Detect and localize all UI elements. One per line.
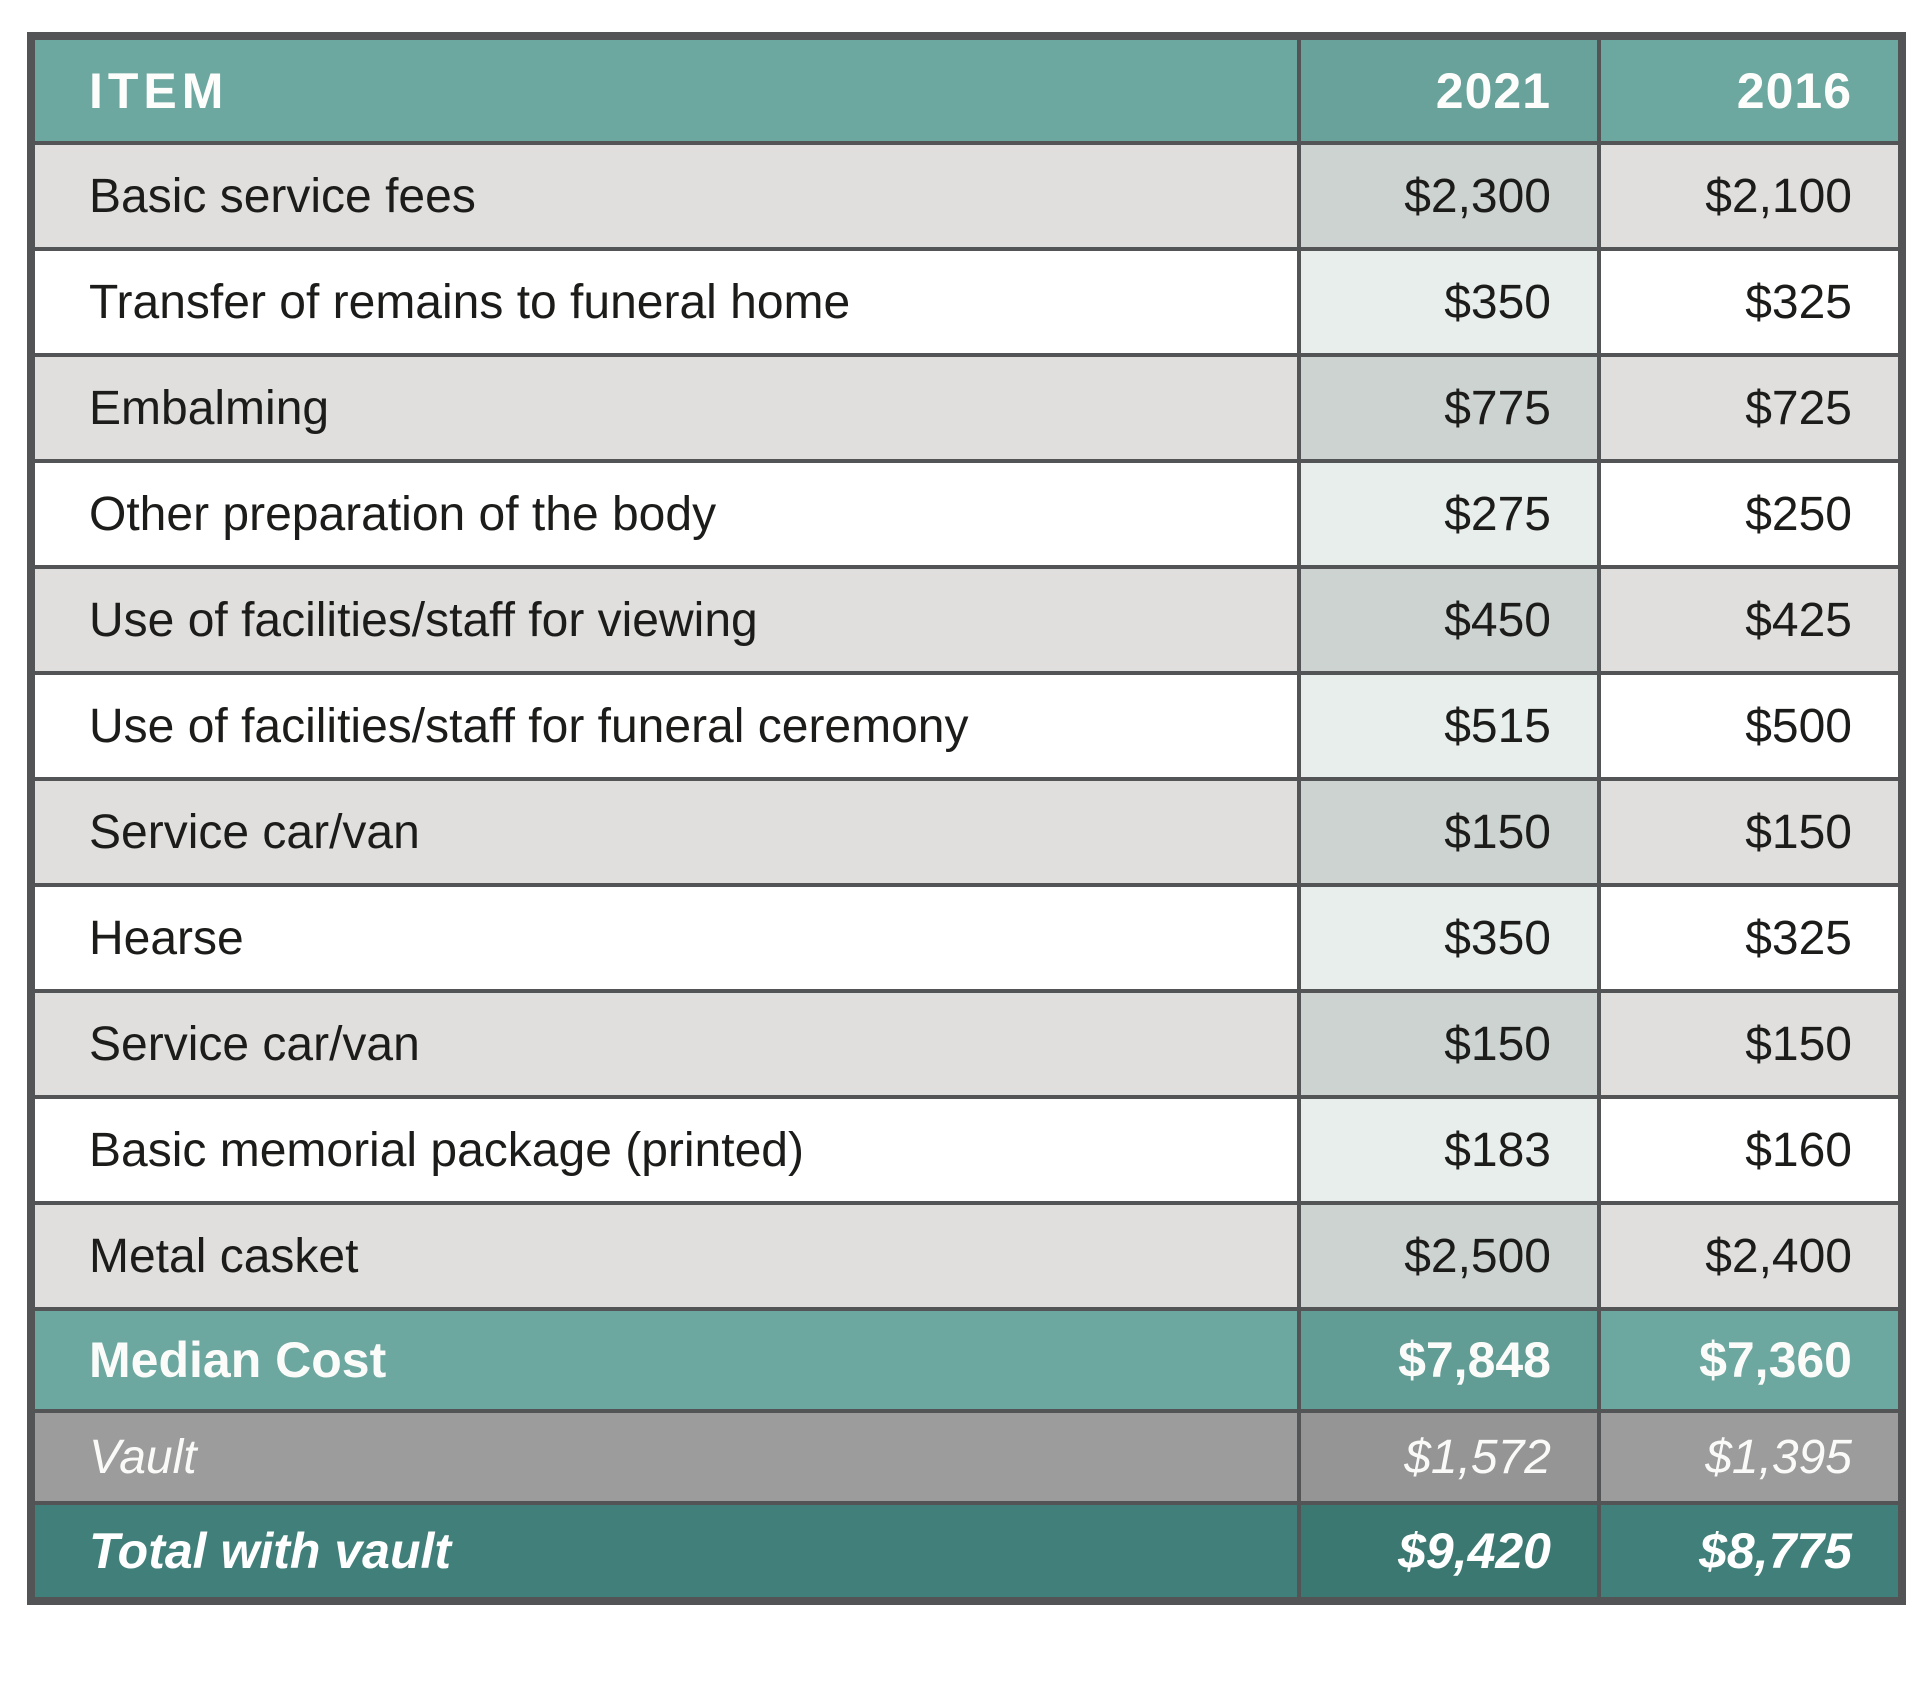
value-2021-cell: $775 bbox=[1299, 355, 1599, 461]
table-row bbox=[31, 143, 1902, 249]
value-2016-cell: $250 bbox=[1599, 461, 1902, 567]
item-cell: Embalming bbox=[31, 355, 1299, 461]
median-value-2016: $7,360 bbox=[1599, 1309, 1902, 1411]
median-cost-row bbox=[31, 1309, 1902, 1411]
item-cell: Service car/van bbox=[31, 779, 1299, 885]
median-value-2021: $7,848 bbox=[1299, 1309, 1599, 1411]
value-2021-cell: $150 bbox=[1299, 779, 1599, 885]
table-row bbox=[31, 885, 1902, 991]
value-2021-cell: $2,300 bbox=[1299, 143, 1599, 249]
table-row bbox=[31, 461, 1902, 567]
vault-value-2016: $1,395 bbox=[1599, 1411, 1902, 1503]
value-2016-cell: $2,100 bbox=[1599, 143, 1902, 249]
item-cell: Hearse bbox=[31, 885, 1299, 991]
item-cell: Transfer of remains to funeral home bbox=[31, 249, 1299, 355]
value-2021-cell: $515 bbox=[1299, 673, 1599, 779]
header-row bbox=[31, 36, 1902, 143]
value-2021-cell: $2,500 bbox=[1299, 1203, 1599, 1309]
value-2016-cell: $725 bbox=[1599, 355, 1902, 461]
total-value-2021: $9,420 bbox=[1299, 1503, 1599, 1601]
value-2016-cell: $325 bbox=[1599, 249, 1902, 355]
value-2021-cell: $150 bbox=[1299, 991, 1599, 1097]
total-value-2016: $8,775 bbox=[1599, 1503, 1902, 1601]
value-2021-cell: $183 bbox=[1299, 1097, 1599, 1203]
item-cell: Service car/van bbox=[31, 991, 1299, 1097]
item-cell: Use of facilities/staff for funeral ceremony bbox=[31, 673, 1299, 779]
vault-value-2021: $1,572 bbox=[1299, 1411, 1599, 1503]
table-row bbox=[31, 567, 1902, 673]
value-2021-cell: $350 bbox=[1299, 249, 1599, 355]
item-cell: Metal casket bbox=[31, 1203, 1299, 1309]
table-row bbox=[31, 673, 1902, 779]
header-year-2021: 2021 bbox=[1299, 36, 1599, 143]
value-2021-cell: $275 bbox=[1299, 461, 1599, 567]
table-row bbox=[31, 355, 1902, 461]
vault-row bbox=[31, 1411, 1902, 1503]
total-with-vault-row bbox=[31, 1503, 1902, 1601]
header-item: ITEM bbox=[31, 36, 1299, 143]
table-row bbox=[31, 249, 1902, 355]
table-row bbox=[31, 991, 1902, 1097]
value-2021-cell: $350 bbox=[1299, 885, 1599, 991]
item-cell: Basic service fees bbox=[31, 143, 1299, 249]
value-2016-cell: $425 bbox=[1599, 567, 1902, 673]
value-2021-cell: $450 bbox=[1299, 567, 1599, 673]
value-2016-cell: $150 bbox=[1599, 779, 1902, 885]
table-row bbox=[31, 1203, 1902, 1309]
item-cell: Basic memorial package (printed) bbox=[31, 1097, 1299, 1203]
header-year-2016: 2016 bbox=[1599, 36, 1902, 143]
total-label: Total with vault bbox=[31, 1503, 1299, 1601]
vault-label: Vault bbox=[31, 1411, 1299, 1503]
funeral-cost-table bbox=[27, 32, 1906, 1605]
value-2016-cell: $325 bbox=[1599, 885, 1902, 991]
item-cell: Other preparation of the body bbox=[31, 461, 1299, 567]
value-2016-cell: $2,400 bbox=[1599, 1203, 1902, 1309]
value-2016-cell: $500 bbox=[1599, 673, 1902, 779]
table-row bbox=[31, 1097, 1902, 1203]
value-2016-cell: $150 bbox=[1599, 991, 1902, 1097]
value-2016-cell: $160 bbox=[1599, 1097, 1902, 1203]
item-cell: Use of facilities/staff for viewing bbox=[31, 567, 1299, 673]
median-label: Median Cost bbox=[31, 1309, 1299, 1411]
table-row bbox=[31, 779, 1902, 885]
